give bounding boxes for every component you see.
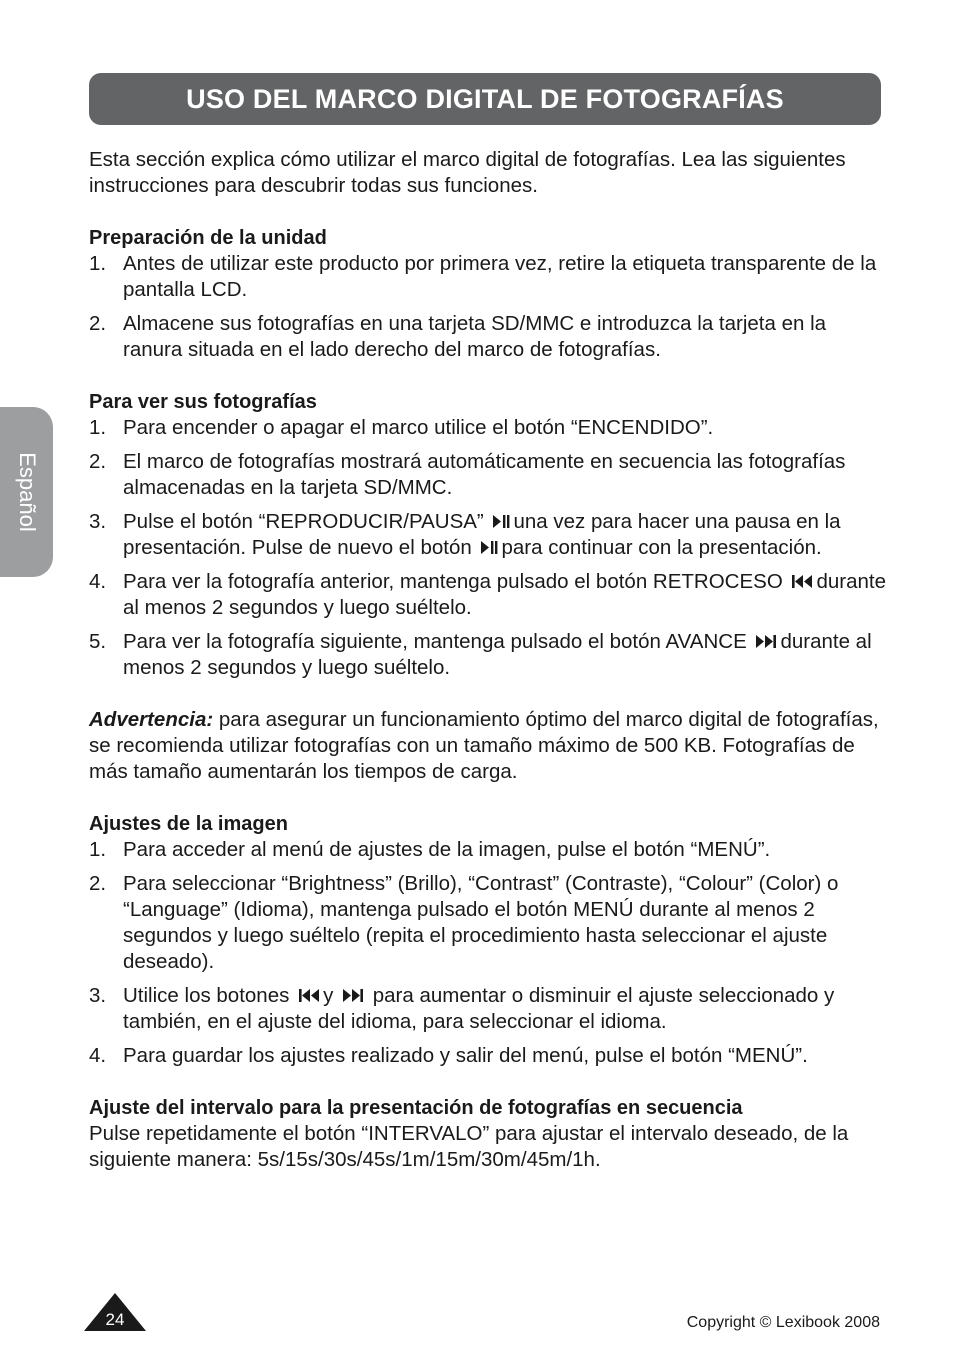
section-heading: Ajuste del intervalo para la presentación de fotografías en secuencia xyxy=(89,1097,743,1119)
item-text: Pulse el botón “REPRODUCIR/PAUSA” xyxy=(123,510,484,533)
list-item xyxy=(89,251,889,303)
item-text: y xyxy=(323,984,334,1007)
list-item xyxy=(89,983,889,1035)
list-item xyxy=(89,871,889,975)
play-pause-icon xyxy=(480,540,498,555)
list-item xyxy=(89,415,889,441)
list-item xyxy=(89,311,889,363)
list-item xyxy=(89,569,889,621)
item-text: durante al menos 2 segundos y luego suéltelo. xyxy=(123,630,872,679)
item-text: una vez para hacer una pausa en la presentación. Pulse de nuevo el botón xyxy=(123,510,841,559)
language-tab-label: Español xyxy=(14,452,40,532)
item-number: 1. xyxy=(89,252,107,275)
item-number: 2. xyxy=(89,312,107,335)
item-text: Antes de utilizar este producto por primera vez, retire la etiqueta transparente de la pantalla LCD. xyxy=(123,252,877,301)
main-content xyxy=(89,147,889,1173)
item-text: durante al menos 2 segundos y luego suéltelo. xyxy=(123,570,887,619)
item-number: 3. xyxy=(89,984,107,1007)
item-text: Para encender o apagar el marco utilice el botón “ENCENDIDO”. xyxy=(123,416,714,439)
section-preparation xyxy=(89,225,889,363)
item-number: 3. xyxy=(89,510,107,533)
play-pause-icon xyxy=(492,514,510,529)
item-number: 1. xyxy=(89,416,107,439)
item-text: Almacene sus fotografías en una tarjeta SD/MMC e introduzca la tarjeta en la ranura situada en el lado derecho del marco de fotografías. xyxy=(123,312,827,361)
section-image-settings xyxy=(89,811,889,1069)
warning-label: Advertencia: xyxy=(89,708,214,731)
item-text: Para guardar los ajustes realizado y salir del menú, pulse el botón “MENÚ”. xyxy=(123,1044,808,1067)
section-viewing xyxy=(89,389,889,681)
copyright-text: Copyright © Lexibook 2008 xyxy=(686,1314,880,1331)
warning-text: para asegurar un funcionamiento óptimo del marco digital de fotografías, se recomienda utilizar fotografías con un tamaño máximo de 500 KB. Fotografías de más tamaño aumentarán los tiempos de carga. xyxy=(89,708,879,783)
step-list xyxy=(89,251,889,363)
step-list xyxy=(89,415,889,681)
page-title: USO DEL MARCO DIGITAL DE FOTOGRAFÍAS xyxy=(186,83,784,114)
skip-back-icon xyxy=(298,988,320,1003)
item-number: 4. xyxy=(89,570,107,593)
skip-forward-icon xyxy=(342,988,364,1003)
section-heading: Ajustes de la imagen xyxy=(89,813,288,835)
item-text: Para ver la fotografía anterior, mantenga pulsado el botón RETROCESO xyxy=(123,570,783,593)
item-text: Para seleccionar “Brightness” (Brillo), “Contrast” (Contraste), “Colour” (Color) o “Language” (Idioma), mantenga pulsado el botón MENÚ durante al menos 2 segundos y luego suéltelo (repita el procedimiento hasta seleccionar el ajuste deseado). xyxy=(123,872,839,973)
interval-text: Pulse repetidamente el botón “INTERVALO” para ajustar el intervalo deseado, de la siguiente manera: 5s/15s/30s/45s/1m/15m/30m/45m/1h. xyxy=(89,1122,849,1171)
section-interval xyxy=(89,1095,889,1173)
list-item xyxy=(89,837,889,863)
item-number: 4. xyxy=(89,1044,107,1067)
page-number: 24 xyxy=(105,1310,125,1329)
item-text: El marco de fotografías mostrará automáticamente en secuencia las fotografías almacenadas en la tarjeta SD/MMC. xyxy=(123,450,846,499)
section-heading: Para ver sus fotografías xyxy=(89,391,317,413)
list-item xyxy=(89,449,889,501)
item-number: 1. xyxy=(89,838,107,861)
item-number: 2. xyxy=(89,450,107,473)
section-header-bar xyxy=(89,73,881,125)
item-text: Para ver la fotografía siguiente, mantenga pulsado el botón AVANCE xyxy=(123,630,747,653)
intro-paragraph: Esta sección explica cómo utilizar el marco digital de fotografías. Lea las siguientes instrucciones para descubrir todas sus funciones. xyxy=(89,148,846,197)
list-item xyxy=(89,629,889,681)
item-text: para aumentar o disminuir el ajuste seleccionado y también, en el ajuste del idioma, para seleccionar el idioma. xyxy=(123,984,835,1033)
warning-paragraph xyxy=(89,707,889,785)
section-warning xyxy=(89,707,889,785)
skip-back-icon xyxy=(791,574,813,589)
skip-forward-icon xyxy=(755,634,777,649)
item-number: 2. xyxy=(89,872,107,895)
item-text: Utilice los botones xyxy=(123,984,290,1007)
item-text: Para acceder al menú de ajustes de la imagen, pulse el botón “MENÚ”. xyxy=(123,838,771,861)
section-heading: Preparación de la unidad xyxy=(89,227,327,249)
list-item xyxy=(89,509,889,561)
item-number: 5. xyxy=(89,630,107,653)
item-text: para continuar con la presentación. xyxy=(501,536,822,559)
language-tab xyxy=(0,407,53,577)
step-list xyxy=(89,837,889,1069)
list-item xyxy=(89,1043,889,1069)
